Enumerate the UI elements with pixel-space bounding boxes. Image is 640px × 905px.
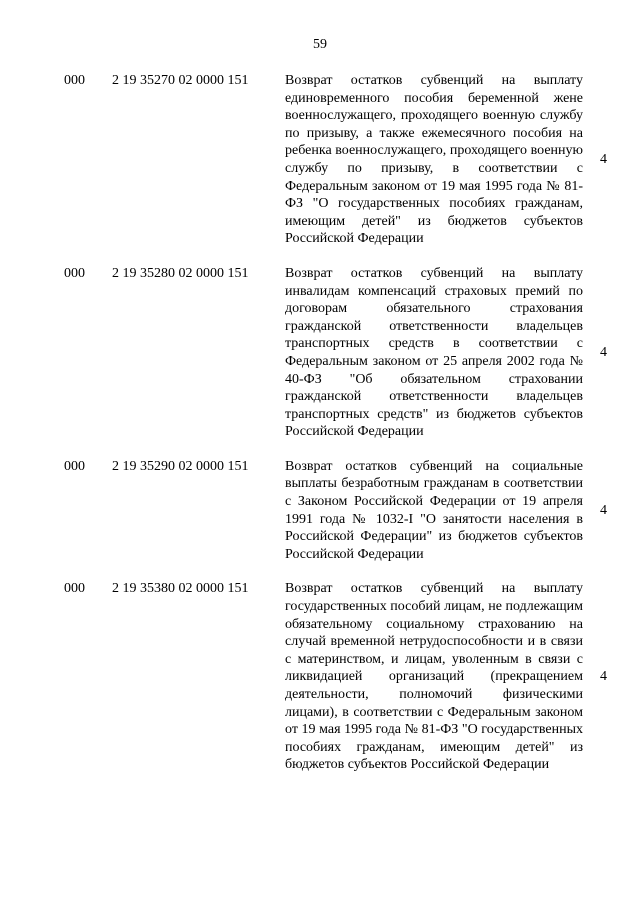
admin-code: 000 (64, 581, 85, 597)
revenue-description: Возврат остатков субвенций на социальные выплаты безработным гражданам в соответствии с Законом Российской Федерации от 19 апреля 1991 года № 1032-I "О занятости населения в Российской Федерации" из бюджетов субъектов Российской Федерации (285, 458, 583, 562)
norm-value: 4 (600, 502, 607, 518)
kbk-code: 2 19 35290 02 0000 151 (112, 458, 249, 474)
table-row (0, 458, 640, 564)
table-row (0, 265, 640, 441)
kbk-code: 2 19 35270 02 0000 151 (112, 73, 249, 88)
table-row (0, 72, 640, 248)
table-row (0, 580, 640, 774)
norm-value: 4 (600, 669, 607, 685)
revenue-description: Возврат остатков субвенций на выплату единовременного пособия беременной жене военнослужащего, проходящего военную службу по призыву, а также ежемесячного пособия на ребенка военнослужащего, проходящего военную службу по призыву, в соответствии с Федеральным законом от 19 мая 1995 года № 81-ФЗ "О государственных пособиях гражданам, имеющим детей" из бюджетов субъектов Российской Федерации (285, 73, 583, 247)
admin-code: 000 (64, 73, 85, 88)
norm-value: 4 (600, 344, 607, 360)
admin-code: 000 (64, 458, 85, 474)
admin-code: 000 (64, 265, 85, 281)
kbk-code: 2 19 35380 02 0000 151 (112, 581, 249, 597)
revenue-table (0, 72, 640, 791)
kbk-code: 2 19 35280 02 0000 151 (112, 265, 249, 281)
page-number: 59 (313, 37, 327, 52)
norm-value: 4 (600, 151, 607, 167)
revenue-description: Возврат остатков субвенций на выплату инвалидам компенсаций страховых премий по договорам обязательного страхования гражданской ответственности владельцев транспортных средств в соответствии с Федеральным законом от 25 апреля 2002 года № 40-ФЗ "Об обязательном страховании гражданской ответственности владельцев транспортных средств" из бюджетов субъектов Российской Федерации (285, 265, 583, 440)
revenue-description: Возврат остатков субвенций на выплату государственных пособий лицам, не подлежащим обязательному социальному страхованию на случай временной нетрудоспособности и в связи с материнством, и лицам, уволенным в связи с ликвидацией организаций (прекращением деятельности, полномочий физическими лицами), в соответствии с Федеральным законом от 19 мая 1995 года № 81-ФЗ "О государственных пособиях гражданам, имеющим детей" из бюджетов субъектов Российской Федерации (285, 581, 583, 773)
